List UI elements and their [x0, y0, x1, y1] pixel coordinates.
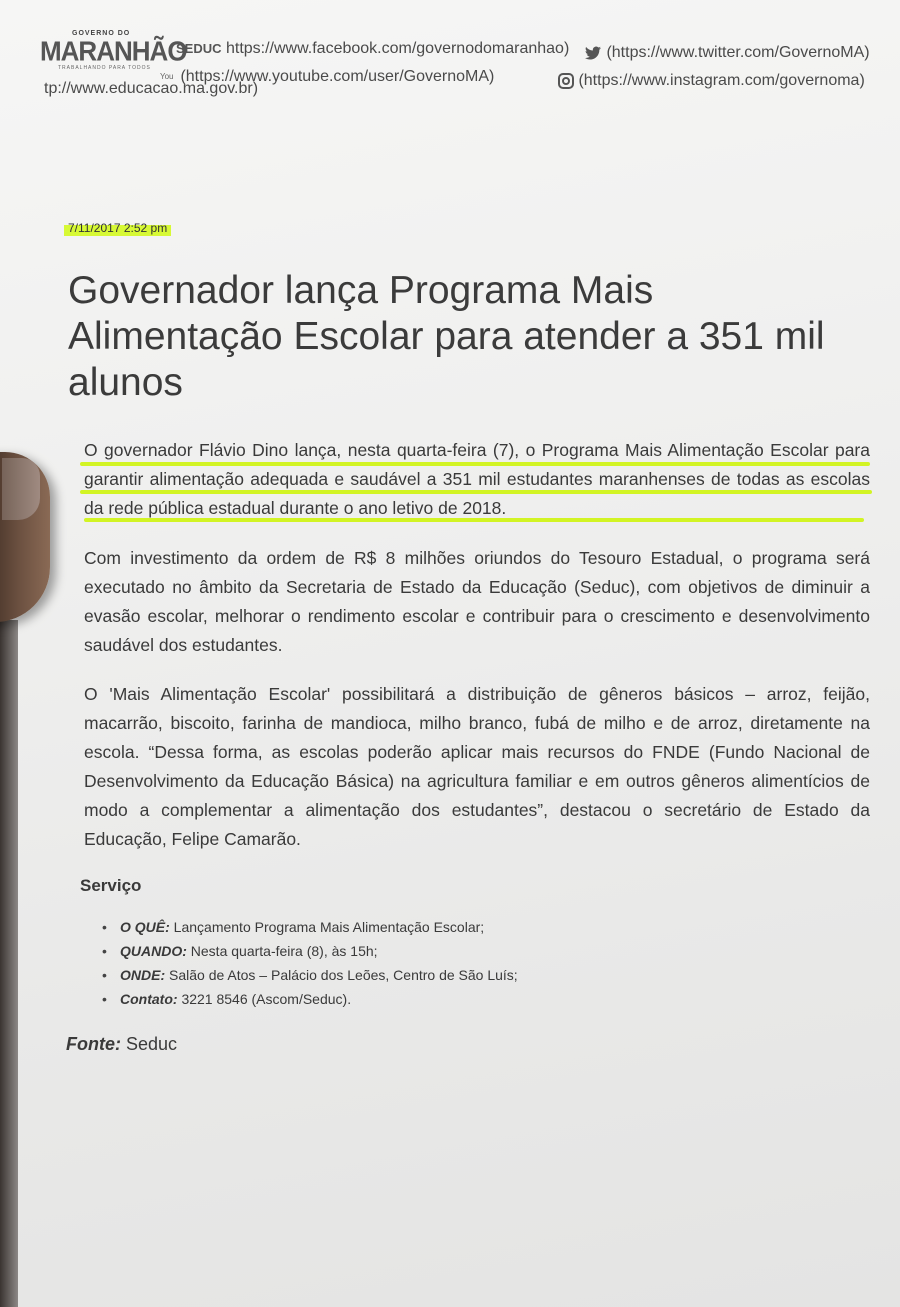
article-title: Governador lança Programa Mais Alimentação Escolar para atender a 351 mil alunos — [68, 269, 825, 404]
item-label: QUANDO: — [120, 943, 187, 959]
item-value: 3221 8546 (Ascom/Seduc). — [181, 991, 352, 1007]
twitter-icon — [584, 46, 602, 60]
item-value: Salão de Atos – Palácio dos Leões, Centro de São Luís; — [169, 967, 518, 983]
youtube-icon: You — [160, 72, 174, 82]
list-item — [100, 987, 518, 1011]
list-item — [100, 939, 518, 963]
site-link[interactable]: tp://www.educacao.ma.gov.br) — [44, 80, 259, 97]
list-item — [100, 915, 518, 939]
seduc-label: SEDUC — [176, 41, 222, 56]
paragraph-2: Com investimento da ordem de R$ 8 milhões oriundos do Tesouro Estadual, o programa será executado no âmbito da Secretaria de Estado da Educação (Seduc), com objetivos de diminuir a evasão escolar, melhorar o rendimento escolar e contribuir para o crescimento e desenvolvimento saudável dos estudantes. — [84, 548, 870, 655]
item-label: ONDE: — [120, 967, 166, 983]
paper-edge-shadow — [0, 620, 18, 1307]
governo-maranhao-logo — [40, 30, 187, 72]
source-value: Seduc — [126, 1034, 178, 1054]
source-label: Fonte: — [66, 1034, 121, 1054]
source-line — [66, 1034, 177, 1055]
paragraph-1: O governador Flávio Dino lança, nesta quarta-feira (7), o Programa Mais Alimentação Escolar para garantir alimentação adequada e saudável a 351 mil estudantes maranhenses de todas as escolas da rede pública estadual durante o ano letivo de 2018. — [84, 440, 870, 518]
item-label: Contato: — [120, 991, 178, 1007]
twitter-row — [584, 44, 870, 62]
list-item — [100, 963, 518, 987]
item-value: Nesta quarta-feira (8), às 15h; — [190, 943, 378, 959]
instagram-icon — [558, 73, 574, 89]
item-value: Lançamento Programa Mais Alimentação Escolar; — [173, 919, 485, 935]
article-date: 7/11/2017 2:52 pm — [64, 220, 171, 236]
logo-sub-text: TRABALHANDO PARA TODOS — [58, 65, 151, 71]
thumbnail — [2, 458, 40, 520]
item-label: O QUÊ: — [120, 919, 170, 935]
logo-main-text: MARANHÃO — [40, 35, 187, 67]
youtube-link[interactable]: (https://www.youtube.com/user/GovernoMA) — [180, 68, 495, 85]
servico-list — [100, 915, 518, 1011]
servico-heading: Serviço — [80, 876, 142, 895]
instagram-row — [558, 72, 865, 90]
twitter-link[interactable]: (https://www.twitter.com/GovernoMA) — [606, 44, 870, 61]
paragraph-3: O 'Mais Alimentação Escolar' possibilitará a distribuição de gêneros básicos – arroz, feijão, macarrão, biscoito, farinha de mandioca, milho branco, fubá de milho e de arroz, diretamente na escola. “Dessa forma, as escolas poderão aplicar mais recursos do FNDE (Fundo Nacional de Desenvolvimento da Educação Básica) na agricultura familiar e em outros gêneros alimentícios de modo a complementar a alimentação dos estudantes”, destacou o secretário de Estado da Educação, Felipe Camarão. — [84, 684, 870, 849]
logo-top-text: GOVERNO DO — [72, 30, 131, 37]
facebook-link[interactable]: https://www.facebook.com/governodomaranhao) — [225, 40, 570, 57]
site-row — [44, 80, 258, 98]
instagram-link[interactable]: (https://www.instagram.com/governoma) — [578, 72, 865, 89]
header-social-row-1 — [176, 40, 569, 58]
